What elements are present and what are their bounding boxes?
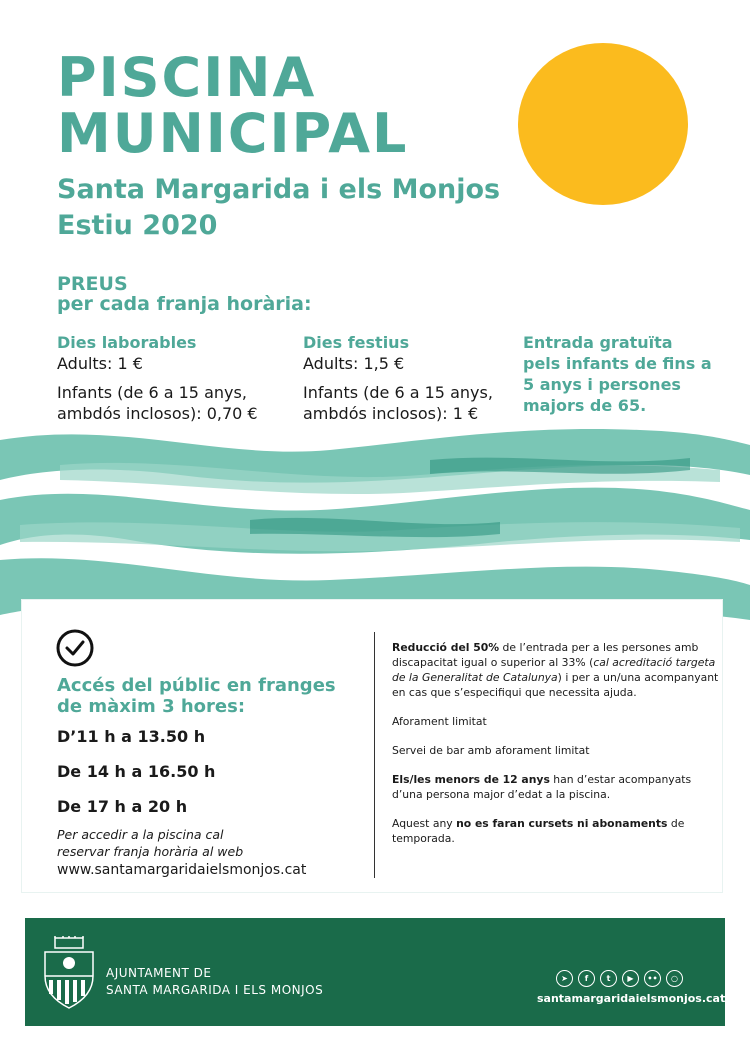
divider — [374, 632, 375, 878]
title-line1: PISCINA — [57, 46, 317, 109]
rule-minors-bold: Els/les menors de 12 anys — [392, 773, 550, 786]
footer-website-link[interactable]: santamargaridaielsmonjos.cat — [537, 992, 726, 1005]
footer-org-line2: SANTA MARGARIDA I ELS MONJOS — [106, 983, 324, 997]
rule-reduction-tail: ) i per a un/una acompanyant en cas que s’especifiqui que necessita ajuda. — [392, 671, 719, 699]
subtitle-season: Estiu 2020 — [57, 210, 218, 241]
holiday-kids-line1: Infants (de 6 a 15 anys, — [303, 383, 493, 402]
rule-reduction — [392, 640, 722, 700]
footer-org-line1: AJUNTAMENT DE — [106, 966, 212, 980]
rule-capacity: Aforament limitat — [392, 715, 487, 728]
rules-list — [392, 640, 722, 860]
flickr-icon[interactable]: •• — [644, 970, 661, 987]
rule-courses-text: Aquest any — [392, 817, 457, 830]
rule-courses — [392, 816, 722, 846]
municipal-crest-icon — [41, 936, 97, 1010]
holiday-adults-price: Adults: 1,5 € — [303, 354, 405, 373]
sun-icon — [518, 43, 688, 205]
time-slot: De 14 h a 16.50 h — [57, 762, 216, 781]
prices-heading-line2: per cada franja horària: — [57, 293, 312, 315]
note-line2: reservar franja horària al web — [57, 844, 244, 859]
prices-heading — [57, 274, 312, 314]
title-line2: MUNICIPAL — [57, 102, 409, 165]
facebook-icon[interactable]: f — [578, 970, 595, 987]
rule-minors-text: han d’estar acompanyats d’una persona major d’edat a la piscina. — [392, 773, 692, 801]
weekday-adults-price: Adults: 1 € — [57, 354, 143, 373]
holiday-prices — [303, 332, 493, 424]
reservation-website-link[interactable]: www.santamargaridaielsmonjos.cat — [57, 862, 307, 878]
twitter-icon[interactable]: t — [600, 970, 617, 987]
weekday-prices — [57, 332, 258, 424]
prices-heading-line1: PREUS — [57, 273, 128, 295]
note-line1: Per accedir a la piscina cal — [57, 827, 224, 842]
holiday-kids-price: ambdós inclosos): 1 € — [303, 404, 479, 423]
footer-organization — [106, 965, 323, 999]
youtube-icon[interactable]: ▶ — [622, 970, 639, 987]
social-links — [556, 968, 688, 987]
page-title — [57, 46, 409, 165]
instagram-icon[interactable]: ○ — [666, 970, 683, 987]
weekday-kids-price: ambdós inclosos): 0,70 € — [57, 404, 258, 423]
free-entry-note: Entrada gratuïta pels infants de fins a 5 anys i persones majors de 65. — [523, 333, 712, 415]
holiday-label: Dies festius — [303, 333, 410, 352]
weekday-kids-line1: Infants (de 6 a 15 anys, — [57, 383, 247, 402]
rule-courses-bold: no es faran cursets ni abonaments — [456, 817, 668, 830]
rule-reduction-text: de l’entrada per a les persones amb discapacitat igual o superior al 33% ( — [392, 641, 699, 669]
rule-courses-tail: de temporada. — [392, 817, 685, 845]
rule-bar: Servei de bar amb aforament limitat — [392, 744, 590, 757]
rule-reduction-italic: cal acreditació targeta de la Generalitat de Catalunya — [392, 656, 716, 684]
telegram-icon[interactable]: ➤ — [556, 970, 573, 987]
time-slots — [57, 726, 215, 831]
clock-icon — [55, 628, 95, 668]
access-title: Accés del públic en franges de màxim 3 hores: — [57, 675, 336, 717]
time-slot: D’11 h a 13.50 h — [57, 727, 206, 746]
rule-reduction-bold: Reducció del 50% — [392, 641, 500, 654]
subtitle-town: Santa Margarida i els Monjos — [57, 174, 501, 205]
time-slot: De 17 h a 20 h — [57, 797, 188, 816]
subtitle — [57, 172, 500, 244]
rule-minors — [392, 772, 722, 802]
reservation-note — [57, 826, 357, 880]
weekday-label: Dies laborables — [57, 333, 197, 352]
